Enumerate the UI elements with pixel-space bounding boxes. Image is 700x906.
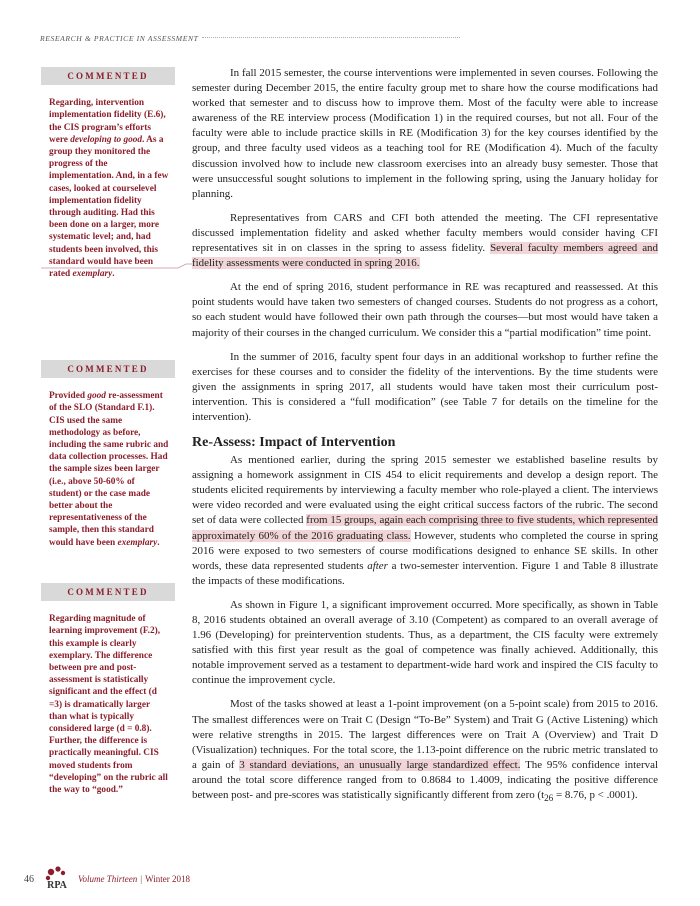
highlighted-text: Several faculty members agreed and fidelity assessments were conducted in spring 2016.: [192, 242, 658, 270]
volume-label: Volume Thirteen: [78, 874, 138, 884]
running-head-dots: [202, 37, 460, 38]
comment-label: COMMENTED: [41, 360, 175, 378]
running-head-text: RESEARCH & PRACTICE IN ASSESSMENT: [40, 34, 199, 43]
highlighted-text: from 15 groups, again each comprising three to five students, which represented approximately 60% of the 2016 graduating class.: [192, 514, 659, 542]
comment-text: [41, 97, 175, 280]
subscript: 26: [544, 793, 554, 804]
comment-text-italic: exemplary: [117, 537, 158, 548]
comment-text-italic: exemplary: [72, 269, 113, 280]
running-head: [40, 34, 460, 43]
comment-label: COMMENTED: [41, 67, 175, 85]
paragraph: [192, 211, 658, 271]
paragraph-text: a two-semester intervention. Figure 1 and Table 8 illustrate the impacts of these modifications.: [192, 559, 659, 587]
logo-text: RPA: [47, 880, 67, 891]
italic-text: after: [367, 559, 388, 572]
comment-text: Regarding magnitude of learning improvement (F.2), this example is clearly exemplary. The difference between pre and post-assessment is statistically significant and the effect (d =3) is dramatically larger than what is typically considered large (d = 0.8). Further, the difference is practically meaningful. CIS moved students from “developing” on the rubric all the way to “good.”: [49, 614, 168, 796]
comment-text-part: .: [157, 537, 160, 548]
section-heading: Re-Assess: Impact of Intervention: [192, 435, 396, 451]
article-body: [192, 66, 658, 815]
paragraph-text: However, students who completed the course in spring 2016 were exposed to two semesters of course modifications designed to enhance SE skills. In other words, these data represented students: [192, 529, 659, 572]
issue-date: Winter 2018: [145, 874, 190, 884]
paragraph: At the end of spring 2016, student performance in RE was recaptured and reassessed. At this point students would have taken two semesters of changed courses. Students do not progress as a cohort, so each student would have followed their own path through the courses—but most would have taken a majority of their courses in the changed curriculum. We consider this a “partial modification” time point.: [192, 281, 658, 339]
rpa-logo-icon: [42, 864, 72, 894]
comment-label: COMMENTED: [41, 583, 175, 601]
paragraph-text: As mentioned earlier, during the spring 2015 semester we established baseline results by assigning a homework assignment in CIS 454 to elicit requirements and develop a design report. The students elicited requirements by interviewing a faculty member who role-played a client. The interviews were video recorded and were evaluated using the eight critical success factors of the rubric. The second set of data were collected: [192, 454, 658, 527]
paragraph: As shown in Figure 1, a significant improvement occurred. More specifically, as shown in Table 8, 2016 students obtained an overall average of 3.10 (Competent) as compared to an overall average of 1.96 (Developing) for preintervention students. Thus, as a department, the CIS faculty were extremely satisfied with this first year result as the goal of competence was finally achieved. Additionally, this notable improvement served as a testament to department-wide hard work and inspired the CIS faculty to continue the improvement cycle.: [192, 598, 658, 687]
paragraph-text: The 95% confidence interval around the total score difference ranged from to 0.8684 to 1.4009, indicating the positive difference between post- and pre-scores was statistically significantly different from zero (t: [192, 758, 658, 802]
comment-text-part: Regarding, intervention implementation fidelity (E.6), the CIS program’s efforts were: [49, 98, 166, 145]
comment-box-3: [41, 583, 175, 796]
page-footer: [24, 862, 190, 896]
comment-text-part: . As a group they monitored the progress of the implementation. And, in a few cases, looked at courselevel implementation fidelity through auditing. Had this been done on a larger, more systematic level; and, had students been involved, this standard would have been rated: [49, 134, 169, 280]
comment-box-2: [41, 360, 175, 549]
comment-box-1: [41, 67, 175, 280]
paragraph: [192, 453, 658, 589]
comment-text-italic: good: [87, 391, 106, 402]
paragraph: In fall 2015 semester, the course interventions were implemented in seven courses. Following the semester during December 2015, the entire faculty group met to share how the course modifications had worked that semester and to discuss how to improve them. Most of the faculty were able to increase awareness of the RE interview process (Modification 1) in the required courses, but not all. Four of the faculty were able to include practice skills in RE (Modification 3) for the key courses identified by the group, and three faculty used videos as a teaching tool for RE (Modification 4). Much of the faculty discussion involved how to include new classroom exercises into an already busy semester. Those that were unsuccessful sought solutions to implement in the following spring, using the January holiday for planning.: [192, 67, 658, 200]
paragraph-text: Most of the tasks showed at least a 1-point improvement (on a 5-point scale) from 2015 to 2016. The smallest differences were on Trait C (Design “To-Be” System) and Trait G (Active Listening) which were relative strengths in 2015. The largest differences were on Trait A (Overview) and Trait D (Visualization) techniques. For the total score, the 1.13-point difference on the rubric metric translated to a gain of: [192, 698, 658, 771]
comment-text-part: Provided: [49, 391, 88, 402]
highlighted-text: 3 standard deviations, an unusually large standardized effect.: [239, 758, 521, 771]
page-number: 46: [24, 873, 34, 885]
paragraph-text: Representatives from CARS and CFI both attended the meeting. The CFI representative discussed implementation fidelity and asked whether faculty members would consider having CFI representatives sit in on classes in the spring to assess fidelity.: [192, 211, 658, 255]
comment-text-part: re-assessment of the SLO (Standard F.1). CIS used the same methodology as before, including the same rubric and data collection processes. Had the sample sizes been larger (i.e., above 50-60% of student) or the case made better about the representativeness of the sample, then this standard would have been: [49, 391, 169, 548]
comment-text-part: .: [112, 269, 115, 280]
paragraph-text: = 8.76, p < .0001).: [553, 789, 638, 802]
paragraph: [192, 697, 658, 806]
comment-text: [41, 390, 175, 549]
paragraph: In the summer of 2016, faculty spent four days in an additional workshop to further refine the exercises for these courses and to consider the fidelity of the interventions. By the time students were given the assignments in spring 2017, all students would have taken most their curriculum post-intervention. This is considered a “full modification” (see Table 7 for details on the timeline for the intervention).: [192, 350, 658, 423]
footer-separator: |: [140, 874, 143, 884]
comment-text-italic: developing to good: [70, 134, 143, 145]
